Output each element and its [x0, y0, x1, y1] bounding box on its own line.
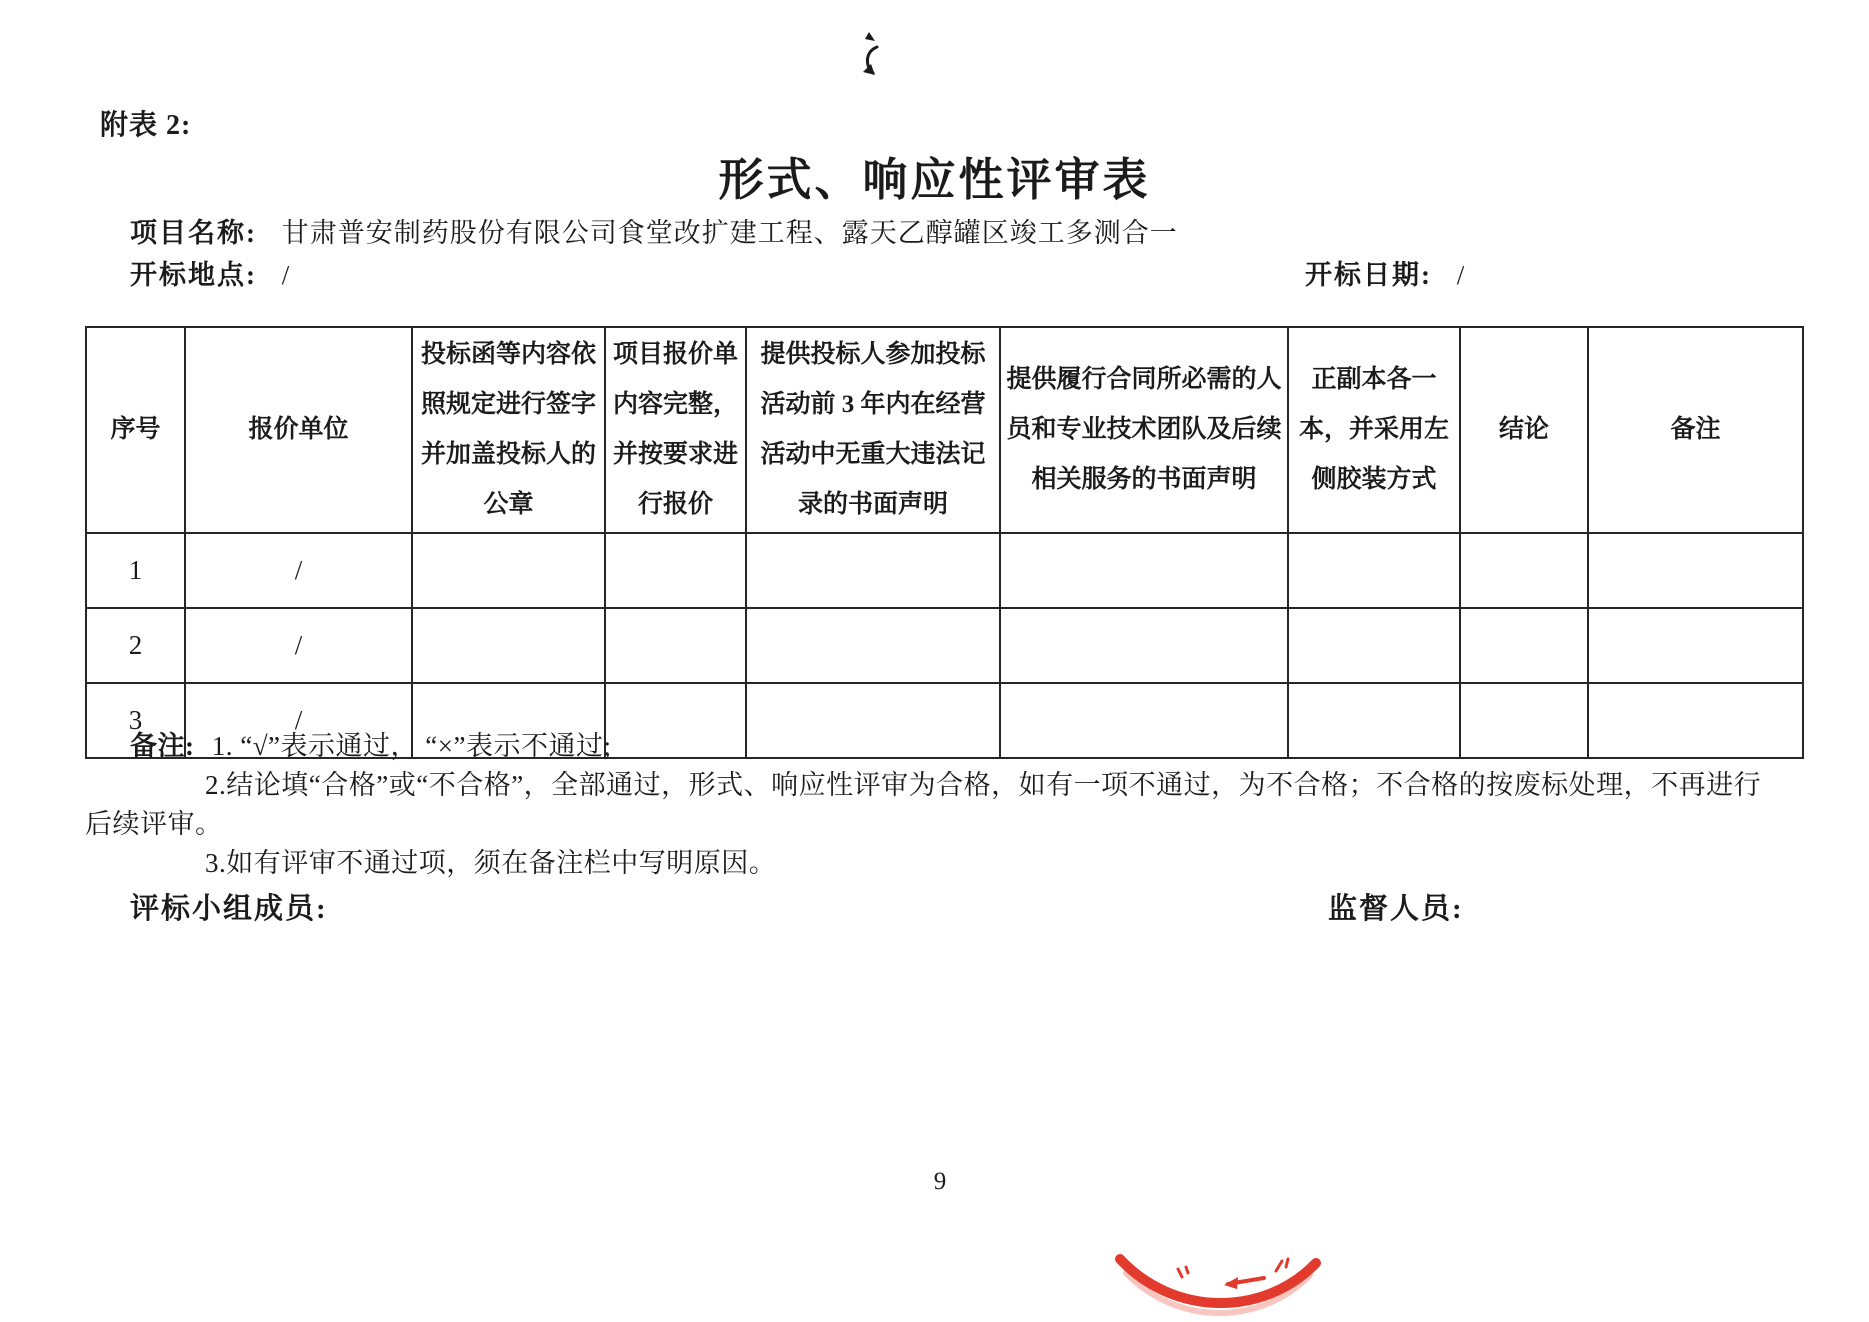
project-name-label: 项目名称: — [130, 218, 257, 248]
bid-date-label: 开标日期: — [1305, 260, 1432, 290]
cell-conclusion — [1460, 608, 1588, 683]
note-line-2: 2.结论填“合格”或“不合格”，全部通过，形式、响应性评审为合格，如有一项不通过，为不合格；不合格的按废标处理，不再进行 — [205, 770, 1762, 800]
cell-bidder: / — [185, 683, 412, 758]
project-name-line — [130, 211, 1178, 250]
cell-signature-seal — [412, 533, 605, 608]
cell-personnel — [1000, 608, 1288, 683]
cell-conclusion — [1460, 533, 1588, 608]
cell-binding — [1288, 683, 1460, 758]
note-line-2-continuation: 后续评审。 — [85, 809, 223, 839]
cell-no-violation — [746, 608, 1000, 683]
note-line-1 — [130, 724, 611, 763]
note-1-text: 1. “√”表示通过， “×”表示不通过; — [211, 731, 612, 761]
cell-serial: 3 — [86, 683, 185, 758]
header-quotation-complete: 项目报价单内容完整，并按要求进行报价 — [605, 327, 746, 533]
page-title: 形式、响应性评审表 — [718, 155, 1151, 205]
project-name-value: 甘肃普安制药股份有限公司食堂改扩建工程、露天乙醇罐区竣工多测合一 — [281, 218, 1178, 248]
cell-signature-seal — [412, 608, 605, 683]
cell-personnel — [1000, 683, 1288, 758]
cell-quotation-complete — [605, 533, 746, 608]
cell-bidder: / — [185, 533, 412, 608]
bid-date-value: / — [1456, 260, 1465, 290]
cell-serial: 1 — [86, 533, 185, 608]
notes-label: 备注: — [130, 731, 195, 761]
cell-binding — [1288, 608, 1460, 683]
ink-squiggle-mark — [852, 30, 888, 84]
table-header-row — [86, 327, 1803, 533]
table-row — [86, 533, 1803, 608]
cell-bidder: / — [185, 608, 412, 683]
header-conclusion: 结论 — [1460, 327, 1588, 533]
cell-remarks — [1588, 683, 1803, 758]
bid-date-line — [1305, 253, 1464, 292]
note-line-3: 3.如有评审不通过项，须在备注栏中写明原因。 — [205, 848, 777, 878]
evaluation-committee-label: 评标小组成员: — [130, 893, 328, 925]
cell-binding — [1288, 533, 1460, 608]
cell-no-violation — [746, 533, 1000, 608]
header-signature-seal: 投标函等内容依照规定进行签字并加盖投标人的公章 — [412, 327, 605, 533]
bid-location-label: 开标地点: — [130, 260, 257, 290]
attachment-label: 附表 2: — [100, 110, 192, 141]
header-personnel-statement: 提供履行合同所必需的人员和专业技术团队及后续相关服务的书面声明 — [1000, 327, 1288, 533]
cell-no-violation — [746, 683, 1000, 758]
bid-location-value: / — [281, 260, 290, 290]
table-row — [86, 608, 1803, 683]
cell-serial: 2 — [86, 608, 185, 683]
cell-quotation-complete — [605, 608, 746, 683]
header-remarks: 备注 — [1588, 327, 1803, 533]
cell-conclusion — [1460, 683, 1588, 758]
review-table — [85, 326, 1804, 759]
cell-personnel — [1000, 533, 1288, 608]
cell-remarks — [1588, 608, 1803, 683]
header-no-violation-statement: 提供投标人参加投标活动前 3 年内在经营活动中无重大违法记录的书面声明 — [746, 327, 1000, 533]
red-seal-stamp-arc — [1112, 1243, 1324, 1322]
header-serial-number: 序号 — [86, 327, 185, 533]
header-bidder: 报价单位 — [185, 327, 412, 533]
cell-quotation-complete — [605, 683, 746, 758]
page-number: 9 — [933, 1168, 947, 1195]
supervisor-label: 监督人员: — [1328, 893, 1464, 925]
header-binding-copies: 正副本各一本，并采用左侧胶装方式 — [1288, 327, 1460, 533]
cell-remarks — [1588, 533, 1803, 608]
bid-location-line — [130, 253, 289, 292]
